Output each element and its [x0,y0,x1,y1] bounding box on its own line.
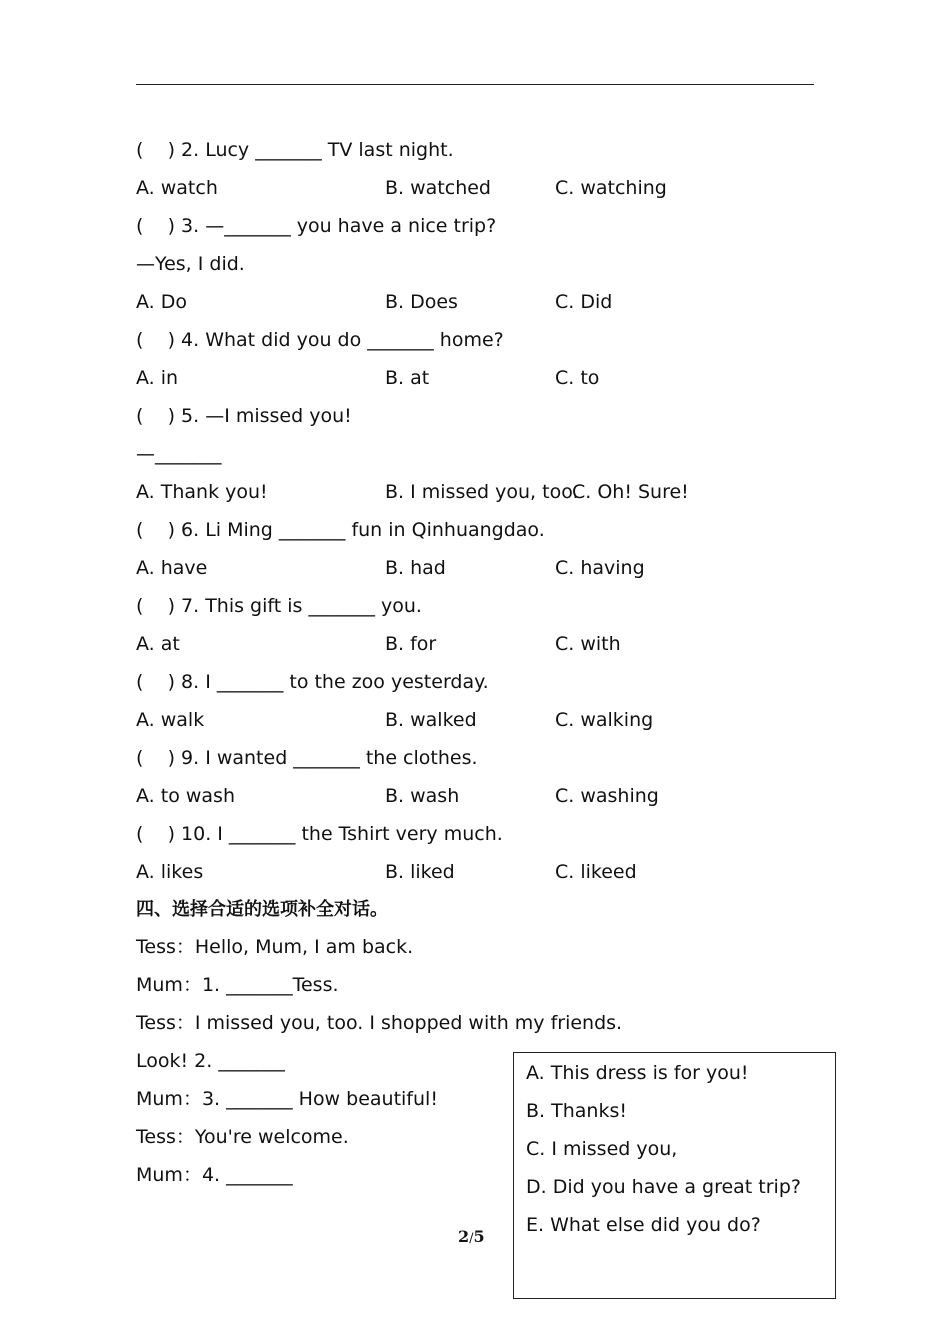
question-3-option-c: C. Did [555,291,613,313]
question-9-option-b: B. wash [385,785,460,807]
question-3-option-a: A. Do [136,291,187,313]
question-3-stem: ( ) 3. —_______ you have a nice trip? [136,215,497,237]
page-separator: / [469,1231,474,1246]
question-5-option-c: C. Oh! Sure! [572,481,689,503]
question-2-option-a: A. watch [136,177,218,199]
question-10-option-b: B. liked [385,861,455,883]
question-8-option-c: C. walking [555,709,654,731]
question-8-option-b: B. walked [385,709,477,731]
dialogue-line: Mum：4. _______ [136,1164,293,1186]
answer-choices-box [513,1052,836,1299]
question-4-option-a: A. in [136,367,179,389]
dialogue-line: Look! 2. _______ [136,1050,285,1072]
question-4-option-c: C. to [555,367,600,389]
question-2-stem: ( ) 2. Lucy _______ TV last night. [136,139,454,161]
question-3-option-b: B. Does [385,291,458,313]
dialogue-line: Mum：1. _______Tess. [136,974,339,996]
question-9-option-a: A. to wash [136,785,235,807]
question-2-option-b: B. watched [385,177,491,199]
question-7-option-c: C. with [555,633,621,655]
dialogue-line: Tess：You're welcome. [136,1126,349,1148]
question-8-stem: ( ) 8. I _______ to the zoo yesterday. [136,671,489,693]
dialogue-line: Mum：3. _______ How beautiful! [136,1088,438,1110]
question-6-option-a: A. have [136,557,208,579]
question-6-stem: ( ) 6. Li Ming _______ fun in Qinhuangdao. [136,519,545,541]
question-6-option-c: C. having [555,557,645,579]
page-number [458,1227,485,1246]
question-2-option-c: C. watching [555,177,667,199]
question-5-stem: ( ) 5. —I missed you! [136,405,352,427]
choice-e: E. What else did you do? [526,1214,761,1236]
choice-d: D. Did you have a great trip? [526,1176,801,1198]
choice-a: A. This dress is for you! [526,1062,749,1084]
choice-b: B. Thanks! [526,1100,627,1122]
page-total: 5 [473,1227,485,1246]
question-7-stem: ( ) 7. This gift is _______ you. [136,595,422,617]
question-9-stem: ( ) 9. I wanted _______ the clothes. [136,747,478,769]
header-rule [136,84,814,85]
question-5-option-a: A. Thank you! [136,481,268,503]
question-8-option-a: A. walk [136,709,205,731]
question-6-option-b: B. had [385,557,446,579]
question-4-option-b: B. at [385,367,430,389]
section-4-heading: 四、选择合适的选项补全对话。 [136,899,388,920]
question-10-option-a: A. likes [136,861,204,883]
question-4-stem: ( ) 4. What did you do _______ home? [136,329,504,351]
question-5-answer-line: —_______ [136,443,222,465]
dialogue-line: Tess：I missed you, too. I shopped with my friends. [136,1012,623,1034]
question-5-option-b: B. I missed you, too. [385,481,579,503]
dialogue-line: Tess：Hello, Mum, I am back. [136,936,414,958]
question-9-option-c: C. washing [555,785,659,807]
page-current: 2 [458,1227,470,1246]
question-10-stem: ( ) 10. I _______ the Tshirt very much. [136,823,503,845]
question-7-option-b: B. for [385,633,437,655]
question-7-option-a: A. at [136,633,180,655]
question-10-option-c: C. likeed [555,861,637,883]
choice-c: C. I missed you, [526,1138,678,1160]
question-3-answer-line: —Yes, I did. [136,253,245,275]
